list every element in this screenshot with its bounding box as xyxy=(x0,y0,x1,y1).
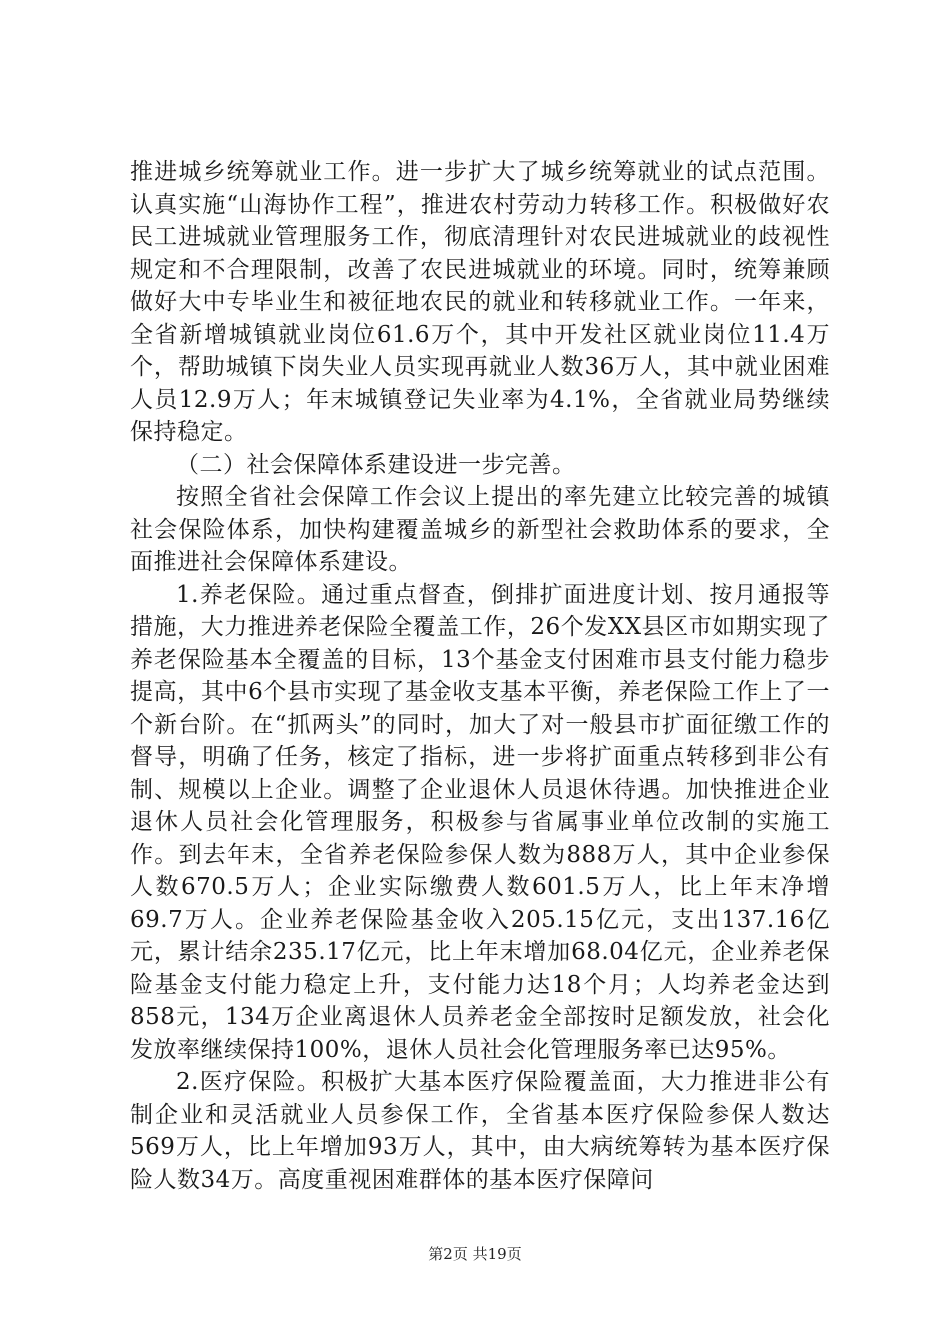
paragraph-employment: 推进城乡统筹就业工作。进一步扩大了城乡统筹就业的试点范围。认真实施“山海协作工程”，推进农村劳动力转移工作。积极做好农民工进城就业管理服务工作，彻底清理针对农民进城就业的歧视性规定和不合理限制，改善了农民进城就业的环境。同时，统筹兼顾做好大中专毕业生和被征地农民的就业和转移就业工作。一年来，全省新增城镇就业岗位61.6万个，其中开发社区就业岗位11.4万个，帮助城镇下岗失业人员实现再就业人数36万人，其中就业困难人员12.9万人；年末城镇登记失业率为4.1%，全省就业局势继续保持稳定。 xyxy=(130,159,830,445)
page-number-footer: 第2页 共19页 xyxy=(428,1245,522,1263)
document-body xyxy=(130,156,830,1196)
paragraph-pension-insurance: 1.养老保险。通过重点督查，倒排扩面进度计划、按月通报等措施，大力推进养老保险全覆盖工作，26个发XX县区市如期实现了养老保险基本全覆盖的目标，13个基金支付困难市县支付能力稳步提高，其中6个县市实现了基金收支基本平衡，养老保险工作上了一个新台阶。在“抓两头”的同时，加大了对一般县市扩面征缴工作的督导，明确了任务，核定了指标，进一步将扩面重点转移到非公有制、规模以上企业。调整了企业退休人员退休待遇。加快推进企业退休人员社会化管理服务，积极参与省属事业单位改制的实施工作。到去年末，全省养老保险参保人数为888万人，其中企业参保人数670.5万人；企业实际缴费人数601.5万人，比上年末净增69.7万人。企业养老保险基金收入205.15亿元，支出137.16亿元，累计结余235.17亿元，比上年末增加68.04亿元，企业养老保险基金支付能力稳定上升，支付能力达18个月；人均养老金达到858元，134万企业离退休人员养老金全部按时足额发放，社会化发放率继续保持100%，退休人员社会化管理服务率已达95%。 xyxy=(130,581,830,1063)
paragraph-medical-insurance: 2.医疗保险。积极扩大基本医疗保险覆盖面，大力推进非公有制企业和灵活就业人员参保工作，全省基本医疗保险参保人数达569万人，比上年增加93万人，其中，由大病统筹转为基本医疗保险人数34万。高度重视困难群体的基本医疗保障问 xyxy=(130,1069,830,1193)
section-heading-social-security: （二）社会保障体系建设进一步完善。 xyxy=(176,451,576,478)
paragraph-social-security-intro: 按照全省社会保障工作会议上提出的率先建立比较完善的城镇社会保险体系，加快构建覆盖城乡的新型社会救助体系的要求，全面推进社会保障体系建设。 xyxy=(130,484,830,575)
